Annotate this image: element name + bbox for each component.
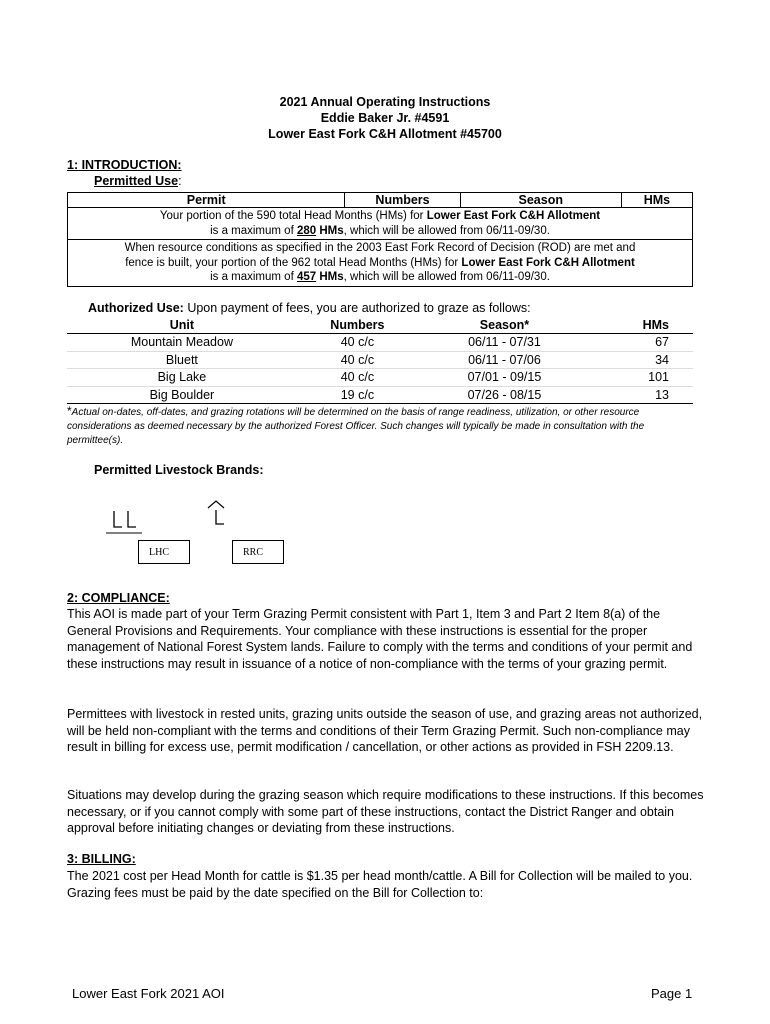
brand-ll-icon (106, 508, 146, 536)
permitted-use-label: Permitted Use: (94, 174, 182, 188)
table-row: Mountain Meadow 40 c/c 06/11 - 07/31 67 (67, 334, 693, 352)
footer-doc-name: Lower East Fork 2021 AOI (72, 986, 225, 1001)
authorized-use-table (67, 318, 693, 404)
doc-title: 2021 Annual Operating Instructions (279, 95, 491, 109)
col-numbers: Numbers (297, 318, 418, 334)
table-row: Big Lake 40 c/c 07/01 - 09/15 101 (67, 369, 693, 387)
season-footnote: *Actual on-dates, off-dates, and grazing rotations will be determined on the basis of range readiness, utilization, or other resource considerations as deemed necessary by the authorized Forest Officer. Such changes will typically be made in consultation with the permittee(s). (67, 404, 645, 446)
brand-caption-lhc: LHC (138, 540, 190, 564)
col-numbers: Numbers (345, 193, 460, 208)
col-unit: Unit (67, 318, 297, 334)
compliance-paragraph-2: Permittees with livestock in rested units, grazing units outside the season of use, and grazing areas not authorized, will be held non-compliant with the terms and conditions of their Term Grazing Permit. Such non-compliance may result in billing for excess use, permit modification / cancellation, or other actions as provided in FSH 2209.13. (67, 707, 703, 754)
col-hms: HMs (591, 318, 693, 334)
billing-heading: 3: BILLING: (67, 852, 136, 866)
intro-heading: 1: INTRODUCTION: (67, 158, 182, 172)
compliance-heading: 2: COMPLIANCE: (67, 591, 170, 605)
permittee-name: Eddie Baker Jr. #4591 (320, 111, 450, 125)
table-row: Big Boulder 19 c/c 07/26 - 08/15 13 (67, 386, 693, 404)
authorized-use-line: Authorized Use: Upon payment of fees, you are authorized to graze as follows: (88, 301, 531, 315)
col-permit: Permit (68, 193, 345, 208)
table-row: Bluett 40 c/c 06/11 - 07/06 34 (67, 351, 693, 369)
brand-caret-l-icon (204, 498, 234, 528)
brand-lhc-mark (106, 508, 146, 536)
compliance-paragraph-1: This AOI is made part of your Term Grazing Permit consistent with Part 1, Item 3 and Part 2 Item 8(a) of the General Provisions and Requirements. Your compliance with these instructions is essential for the proper management of National Forest System lands. Failure to comply with the terms and conditions of your permit and these instructions may result in issuance of a notice of non-compliance with the terms of your grazing permit. (67, 607, 693, 671)
brand-rrc-mark (204, 498, 234, 528)
billing-paragraph: The 2021 cost per Head Month for cattle is $1.35 per head month/cattle. A Bill for Collection will be mailed to you. Grazing fees must be paid by the date specified on the Bill for Collection to: (67, 869, 693, 900)
brand-caption-rrc: RRC (232, 540, 284, 564)
permit-row-2: When resource conditions as specified in the 2003 East Fork Record of Decision (ROD) are met and fence is built, your portion of the 962 total Head Months (HMs) for Lower East Fork C&H Allotment is a maximum of 457 HMs, which will be allowed from 06/11-09/30. (68, 240, 693, 287)
footer-page-number: Page 1 (651, 986, 693, 1001)
permit-row-1: Your portion of the 590 total Head Months (HMs) for Lower East Fork C&H Allotment is a maximum of 280 HMs, which will be allowed from 06/11-09/30. (68, 208, 693, 240)
permit-table-header (68, 193, 693, 208)
col-season: Season* (418, 318, 591, 334)
permit-table (67, 192, 693, 287)
col-season: Season (460, 193, 621, 208)
compliance-paragraph-3: Situations may develop during the grazing season which require modifications to these instructions. If this becomes necessary, or if you cannot comply with some part of these instructions, contact the District Ranger and obtain approval before initiating changes or deviating from these instructions. (67, 788, 704, 835)
brands-label: Permitted Livestock Brands: (94, 463, 264, 477)
auth-table-header (67, 318, 693, 334)
allotment-name: Lower East Fork C&H Allotment #45700 (268, 127, 502, 141)
col-hms: HMs (621, 193, 692, 208)
